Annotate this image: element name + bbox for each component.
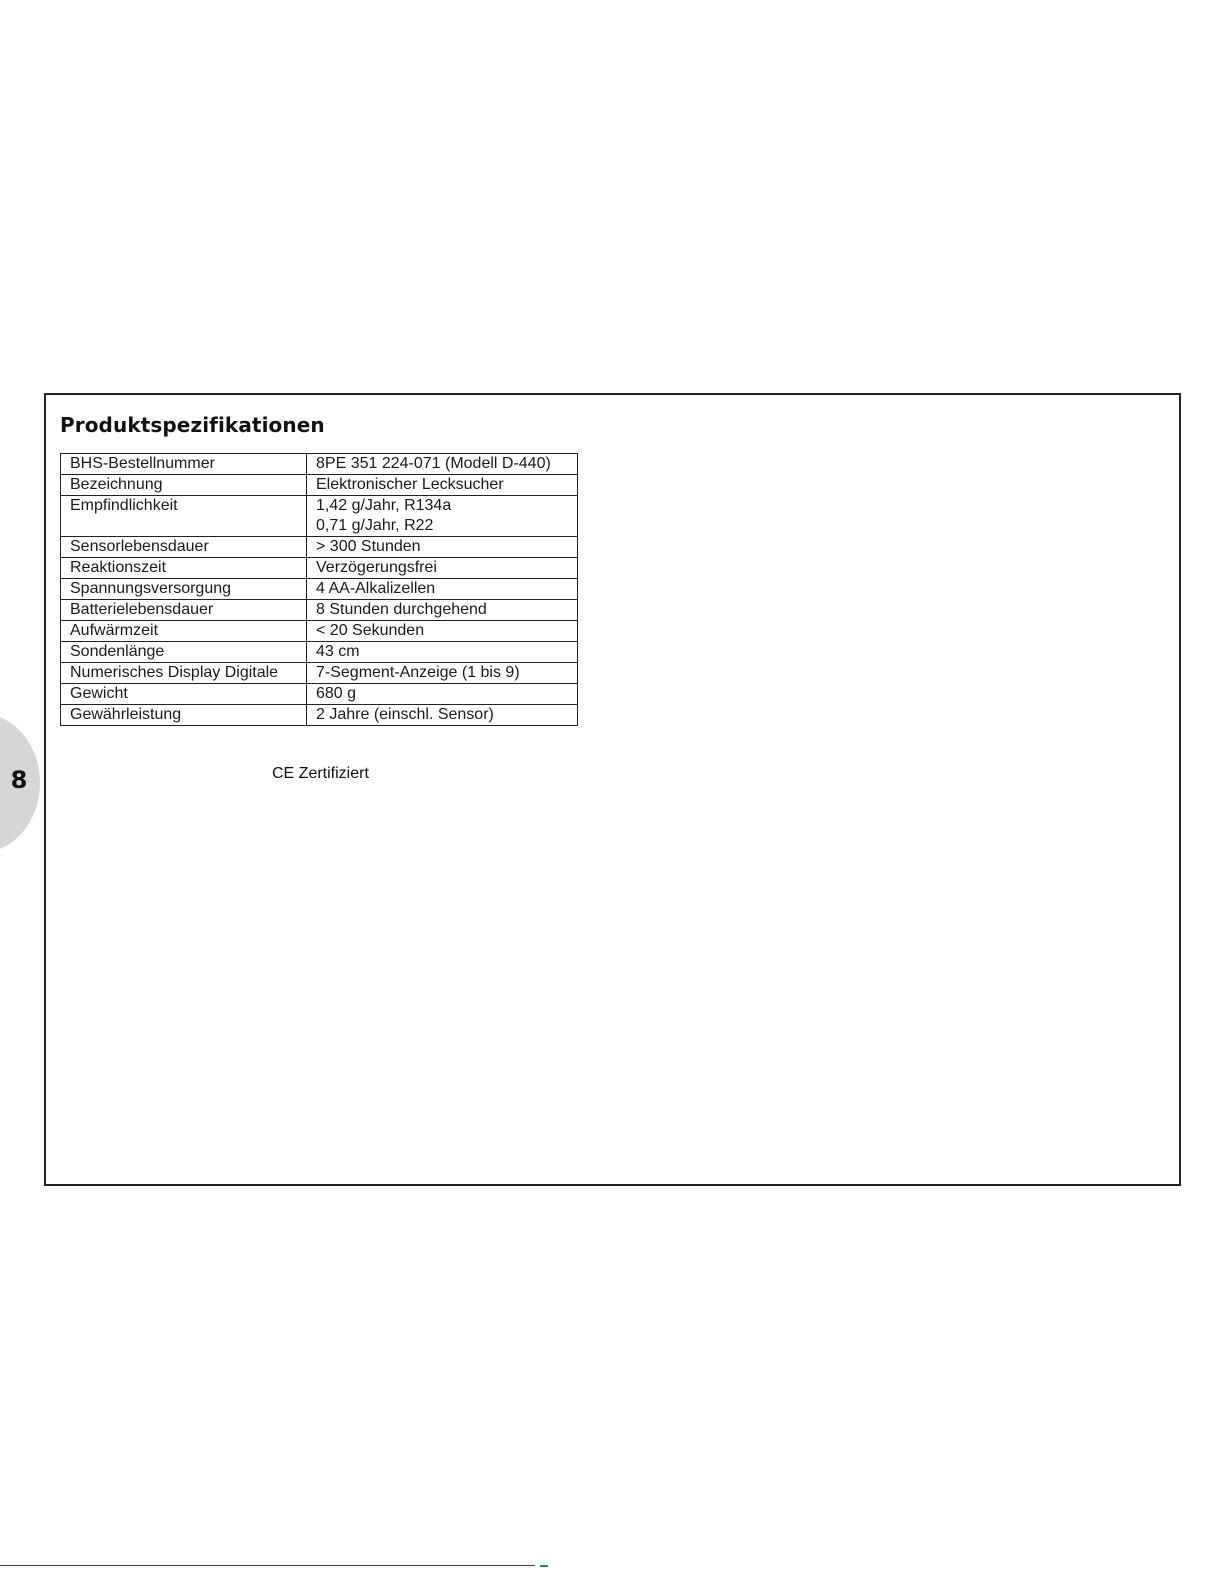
spec-value [307, 558, 578, 579]
spec-row [61, 600, 578, 621]
spec-value [307, 705, 578, 726]
spec-label: BHS-Bestellnummer [61, 454, 307, 475]
spec-title: Produktspezifikationen [60, 413, 325, 437]
spec-table [60, 453, 578, 726]
footer-rule [0, 1565, 535, 1566]
spec-label: Sensorlebensdauer [61, 537, 307, 558]
spec-value-line: 8PE 351 224-071 (Modell D-440) [316, 455, 551, 472]
spec-label: Gewicht [61, 684, 307, 705]
spec-value-line: 0,71 g/Jahr, R22 [316, 517, 434, 534]
spec-value-line: 2 Jahre (einschl. Sensor) [316, 706, 494, 723]
spec-value [307, 579, 578, 600]
spec-row [61, 558, 578, 579]
spec-row [61, 684, 578, 705]
spec-value [307, 600, 578, 621]
spec-value-line: 7-Segment-Anzeige (1 bis 9) [316, 664, 520, 681]
spec-value-line: 680 g [316, 685, 357, 702]
spec-value [307, 537, 578, 558]
spec-label: Aufwärmzeit [61, 621, 307, 642]
spec-row [61, 663, 578, 684]
spec-label: Numerisches Display Digitale [61, 663, 307, 684]
spec-label: Batterielebensdauer [61, 600, 307, 621]
spec-value-line: > 300 Stunden [316, 538, 421, 555]
spec-value [307, 642, 578, 663]
spec-frame [44, 393, 1181, 1186]
spec-value-line: Elektronischer Lecksucher [316, 476, 504, 493]
spec-value [307, 663, 578, 684]
spec-row [61, 705, 578, 726]
spec-value [307, 454, 578, 475]
spec-label: Gewährleistung [61, 705, 307, 726]
footer-mark [540, 1565, 548, 1567]
spec-row [61, 621, 578, 642]
spec-value-line: 43 cm [316, 643, 360, 660]
spec-label: Empfindlichkeit [61, 496, 307, 537]
spec-label: Spannungsversorgung [61, 579, 307, 600]
spec-value [307, 684, 578, 705]
spec-value-line: < 20 Sekunden [316, 622, 425, 639]
spec-value [307, 475, 578, 496]
spec-row [61, 496, 578, 537]
spec-value [307, 496, 578, 537]
ce-certification: CE Zertifiziert [272, 765, 369, 782]
spec-label: Reaktionszeit [61, 558, 307, 579]
spec-row [61, 537, 578, 558]
spec-value-line: 8 Stunden durchgehend [316, 601, 487, 618]
spec-label: Sondenlänge [61, 642, 307, 663]
spec-label: Bezeichnung [61, 475, 307, 496]
page-number: 8 [10, 766, 28, 794]
spec-row [61, 454, 578, 475]
spec-value-line: 1,42 g/Jahr, R134a [316, 497, 452, 514]
spec-row [61, 579, 578, 600]
spec-value [307, 621, 578, 642]
spec-row [61, 475, 578, 496]
spec-value-line: Verzögerungsfrei [316, 559, 437, 576]
spec-row [61, 642, 578, 663]
spec-value-line: 4 AA-Alkalizellen [316, 580, 436, 597]
